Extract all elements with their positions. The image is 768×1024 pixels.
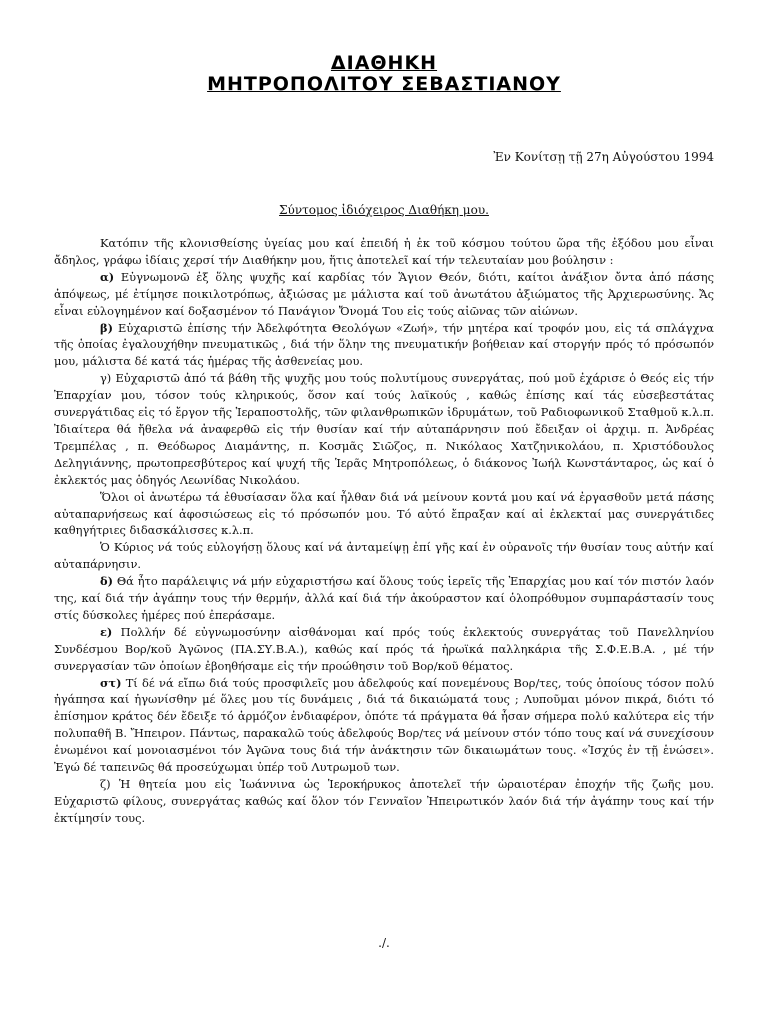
- paragraph-marker: β): [100, 320, 113, 335]
- paragraph-st: [54, 675, 714, 776]
- place-date: Ἐν Κονίτσῃ τῇ 27η Αὐγούστου 1994: [493, 150, 714, 164]
- paragraph-c-blessing: [54, 539, 714, 573]
- paragraph-c-continued: [54, 489, 714, 540]
- continuation-mark: ./.: [378, 936, 390, 950]
- document-body: [54, 235, 714, 827]
- paragraph-text: Τί δέ νά εἴπω διά τούς προσφιλεῖς μου ἀδελφούς καί πονεμένους Βορ/τες, τούς ὁποίους τόσον πολύ ἠγάπησα καί ἠγωνίσθην μέ ὅλες μου τίς δυνάμεις , διά τά δικαιώματά τους ; Λυποῦμαι μόνον πικρά, διότι τό ἐπίσημον κράτος δέν ἔδειξε τό ἁρμόζον ἐνδιαφέρον, ὁπότε τά πράγματα θά ἦσαν σήμερα πολύ καλύτερα εἰς τήν πολυπαθῆ Β. Ἤπειρον. Πάντως, παρακαλῶ τούς ἀδελφούς Βορ/τες νά μείνουν στόν τόπο τους καί νά συνεχίσουν ἑνωμένοι καί μονοιασμένοι τόν Ἀγῶνα τους διά τήν ἀνάκτησιν τῶν δικαιωμάτων τους. «Ἰσχύς ἐν τῇ ἑνώσει». Ἐγώ δέ ταπεινῶς θά προσεύχωμαι ὑπέρ τοῦ Λυτρωμοῦ των.: [54, 675, 714, 775]
- paragraph-text: Θά ἦτο παράλειψις νά μήν εὐχαριστήσω καί ὅλους τούς ἱερεῖς τῆς Ἐπαρχίας μου καί τόν πιστόν λαόν της, καί διά τήν ἀγάπην τους τήν θερμήν, ἀλλά καί διά τήν ἀκούραστον καί ὁλοπρόθυμον συμπαράστασίν τους στίς δύσκολες ἡμέρες πού ἐπεράσαμε.: [54, 574, 714, 622]
- paragraph-d: [54, 573, 714, 624]
- paragraph-a: [54, 269, 714, 320]
- paragraph-text: Εὐχαριστῶ ἐπίσης τήν Ἀδελφότητα Θεολόγων «Ζωή», τήν μητέρα καί τροφόν μου, εἰς τά σπλάγχνα τῆς ὁποίας ἐγαλουχήθην πνευματικῶς , διά τήν ὅλην της πνευματικήν βοήθειαν καί στοργήν πρός τό πρόσωπόν μου, μάλιστα δέ κατά τάς ἡμέρας τῆς ἀσθενείας μου.: [54, 320, 714, 369]
- paragraph-intro: [54, 235, 714, 269]
- paragraph-z: [54, 776, 714, 827]
- paragraph-text: Ὅλοι οἱ ἀνωτέρω τά ἐθυσίασαν ὅλα καί ἦλθαν διά νά μείνουν κοντά μου καί νά ἐργασθοῦν μετά πάσης αὐταπαρνήσεως καί ἀφοσιώσεως εἰς τό πρόσωπόν μου. Τό αὐτό ἔπραξαν καί αἱ ἐκλεκταί μας συνεργάτιδες καθηγήτριες διδασκάλισσες κ.λ.π.: [54, 489, 714, 538]
- paragraph-text: Ὁ Κύριος νά τούς εὐλογήσῃ ὅλους καί νά ἀνταμείψῃ ἐπί γῆς καί ἐν οὐρανοῖς τήν θυσίαν τους αὐτήν καί αὐταπάρνησιν.: [54, 540, 714, 572]
- paragraph-text: Πολλήν δέ εὐγνωμοσύνην αἰσθάνομαι καί πρός τούς ἐκλεκτούς συνεργάτας τοῦ Πανελληνίου Συνδέσμου Βορ/κοῦ Ἀγῶνος (ΠΑ.ΣΥ.Β.Α.), καθώς καί πρός τά ἡρωϊκά παλληκάρια τῆς Σ.Φ.Ε.Β.Α. , μέ τήν συνεργασίαν τῶν ὁποίων ἐβοηθήσαμε εἰς τήν προώθησιν τοῦ Βορ/κοῦ θέματος.: [54, 624, 714, 673]
- paragraph-b: [54, 320, 714, 371]
- paragraph-text: γ) Εὐχαριστῶ ἀπό τά βάθη τῆς ψυχῆς μου τούς πολυτίμους συνεργάτας, πού μοῦ ἐχάρισε ὁ Θεός εἰς τήν Ἐπαρχίαν μου, τόσον τούς κληρικούς, ὅσον καί τούς λαϊκούς , καθώς ἐπίσης καί τάς εὐσεβεστάτας συνεργάτιδας εἰς τό ἔργον τῆς Ἱεραποστολῆς, τῶν φιλανθρωπικῶν ἱδρυμάτων, τοῦ Ραδιοφωνικοῦ Σταθμοῦ κ.λ.π. Ἰδιαίτερα θά ἤθελα νά ἀναφερθῶ εἰς τήν θυσίαν καί τήν αὐταπάρνησιν πού ἔδειξαν οἱ ἀρχιμ. π. Ἀνδρέας Τρεμπέλας , π. Θεόδωρος Διαμάντης, π. Κοσμᾶς Σιῶζος, π. Νικόλαος Χατζηνικολάου, π. Χριστόδουλος Δεληγιάννης, πρωτοπρεσβύτερος καί ψυχή τῆς Ἱερᾶς Μητροπόλεως, ὁ διάκονος Ἰωήλ Κωνστάνταρος, ὡς καί ὁ ἐκλεκτός μας ὁδηγός Λεωνίδας Νικολάου.: [54, 371, 714, 487]
- document-title-line2: ΜΗΤΡΟΠΟΛΙΤΟΥ ΣΕΒΑΣΤΙΑΝΟΥ: [207, 73, 561, 95]
- paragraph-marker: στ): [100, 675, 122, 690]
- paragraph-text: Εὐγνωμονῶ ἐξ ὅλης ψυχῆς καί καρδίας τόν Ἅγιον Θεόν, διότι, καίτοι ἀνάξιον ὄντα ἀπό πάσης ἀπόψεως, μέ ἐτίμησε ποικιλοτρόπως, ἀξιώσας με μάλιστα καί τοῦ ἀνωτάτου ἀξιώματος τῆς Ἀρχιερωσύνης. Ἄς εἶναι εὐλογημένον καί δοξασμένον τό Πανάγιον Ὄνομά Του εἰς τούς αἰῶνας τῶν αἰώνων.: [54, 269, 714, 318]
- paragraph-c: [54, 370, 714, 488]
- paragraph-e: [54, 624, 714, 675]
- paragraph-marker: ε): [100, 624, 113, 639]
- paragraph-marker: α): [100, 269, 115, 284]
- document-subtitle: Σύντομος ἰδιόχειρος Διαθήκη μου.: [279, 203, 489, 217]
- paragraph-marker: δ): [100, 574, 113, 589]
- paragraph-text: Κατόπιν τῆς κλονισθείσης ὑγείας μου καί ἐπειδή ἡ ἐκ τοῦ κόσμου τούτου ὥρα τῆς ἐξόδου μου εἶναι ἄδηλος, γράφω ἰδίαις χερσί τήν Διαθήκην μου, ἥτις ἀποτελεῖ καί τήν τελευταίαν μου βούλησιν :: [54, 236, 714, 267]
- document-title-line1: ΔΙΑΘΗΚΗ: [330, 52, 438, 74]
- paragraph-text: ζ) Ἡ θητεία μου εἰς Ἰωάννινα ὡς Ἱεροκήρυκος ἀποτελεῖ τήν ὡραιοτέραν ἐποχήν τῆς ζωῆς μου. Εὐχαριστῶ φίλους, συνεργάτας καθώς καί ὅλον τόν Γενναῖον Ἠπειρωτικόν λαόν διά τήν ἀγάπην τους καί τήν ἐκτίμησίν τους.: [54, 777, 714, 825]
